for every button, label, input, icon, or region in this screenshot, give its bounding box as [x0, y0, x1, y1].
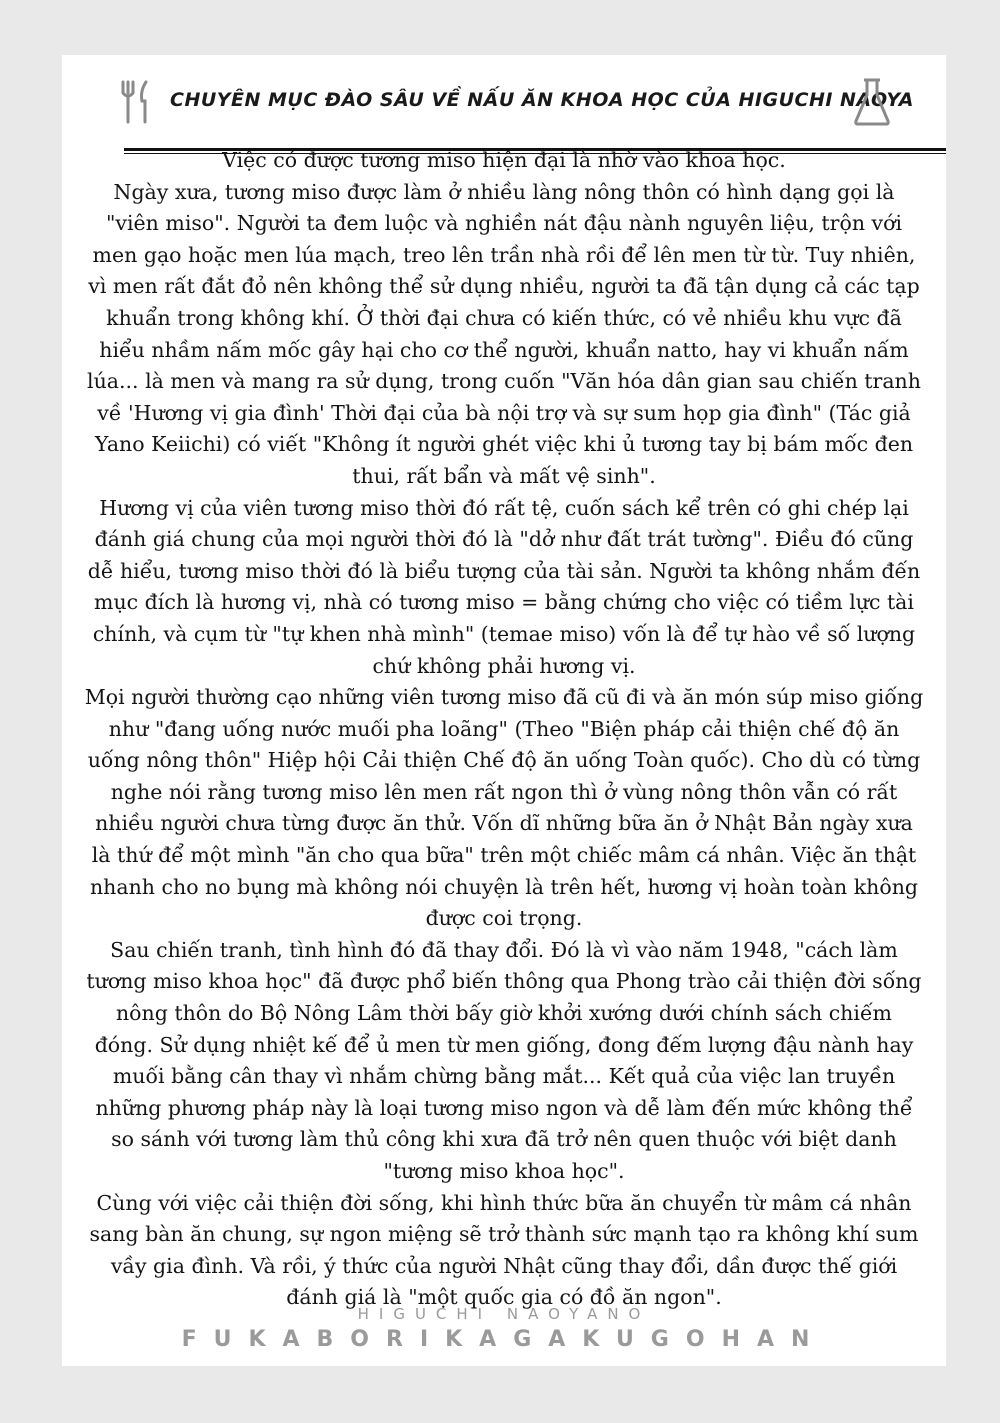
paragraph: Sau chiến tranh, tình hình đó đã thay đổi. Đó là vì vào năm 1948, "cách làm tương miso khoa học" đã được phổ biến thông qua Phong trào cải thiện đời sống nông thôn do Bộ Nông Lâm thời bấy giờ khởi xướng dưới chính sách chiếm đóng. Sử dụng nhiệt kế để ủ men từ men giống, đong đếm lượng đậu nành hay muối bằng cân thay vì nhắm chừng bằng mắt... Kết quả của việc lan truyền những phương pháp này là loại tương miso ngon và dễ làm đến mức không thể so sánh với tương làm thủ công khi xưa đã trở nên quen thuộc với biệt danh "tương miso khoa học".	[86, 937, 922, 1183]
paragraph: Việc có được tương miso hiện đại là nhờ vào khoa học.	[222, 148, 786, 172]
paragraph: Cùng với việc cải thiện đời sống, khi hình thức bữa ăn chuyển từ mâm cá nhân sang bàn ăn chung, sự ngon miệng sẽ trở thành sức mạnh tạo ra không khí sum vầy gia đình. Và rồi, ý thức của người Nhật cũng thay đổi, dần được thế giới đánh giá là "một quốc gia có đồ ăn ngon".	[89, 1190, 919, 1310]
column-header	[62, 75, 946, 131]
footer-author: HIGUCHI NAOYANO	[357, 1305, 651, 1323]
flask-icon	[852, 77, 892, 131]
page	[62, 55, 946, 1366]
paragraph: Ngày xưa, tương miso được làm ở nhiều làng nông thôn có hình dạng gọi là "viên miso". Người ta đem luộc và nghiền nát đậu nành nguyên liệu, trộn với men gạo hoặc men lúa mạch, treo lên trần nhà rồi để lên men từ từ. Tuy nhiên, vì men rất đắt đỏ nên không thể sử dụng nhiều, người ta đã tận dụng cả các tạp khuẩn trong không khí. Ở thời đại chưa có kiến thức, có vẻ nhiều khu vực đã hiểu nhầm nấm mốc gây hại cho cơ thể người, khuẩn natto, hay vi khuẩn nấm lúa... là men và mang ra sử dụng, trong cuốn "Văn hóa dân gian sau chiến tranh về 'Hương vị gia đình' Thời đại của bà nội trợ và sự sum họp gia đình" (Tác giả Yano Keiichi) có viết "Không ít người ghét việc khi ủ tương tay bị bám mốc đen thui, rất bẩn và mất vệ sinh".	[87, 179, 921, 488]
footer-series: FUKABORIKAGAKUGOHAN	[181, 1327, 827, 1352]
article-body	[84, 145, 924, 1314]
fork-knife-icon	[118, 79, 154, 129]
paragraph: Mọi người thường cạo những viên tương miso đã cũ đi và ăn món súp miso giống như "đang uống nước muối pha loãng" (Theo "Biện pháp cải thiện chế độ ăn uống nông thôn" Hiệp hội Cải thiện Chế độ ăn uống Toàn quốc). Cho dù có từng nghe nói rằng tương miso lên men rất ngon thì ở vùng nông thôn vẫn có rất nhiều người chưa từng được ăn thử. Vốn dĩ những bữa ăn ở Nhật Bản ngày xưa là thứ để một mình "ăn cho qua bữa" trên một chiếc mâm cá nhân. Việc ăn thật nhanh cho no bụng mà không nói chuyện là trên hết, hương vị hoàn toàn không được coi trọng.	[84, 685, 924, 931]
paragraph: Hương vị của viên tương miso thời đó rất tệ, cuốn sách kể trên có ghi chép lại đánh giá chung của mọi người thời đó là "dở như đất trát tường". Điều đó cũng dễ hiểu, tương miso thời đó là biểu tượng của tài sản. Người ta không nhắm đến mục đích là hương vị, nhà có tương miso = bằng chứng cho việc có tiềm lực tài chính, và cụm từ "tự khen nhà mình" (temae miso) vốn là để tự hào về số lượng chứ không phải hương vị.	[87, 495, 921, 678]
column-title: CHUYÊN MỤC ĐÀO SÂU VỀ NẤU ĂN KHOA HỌC CỦA HIGUCHI NAOYA	[170, 89, 914, 111]
